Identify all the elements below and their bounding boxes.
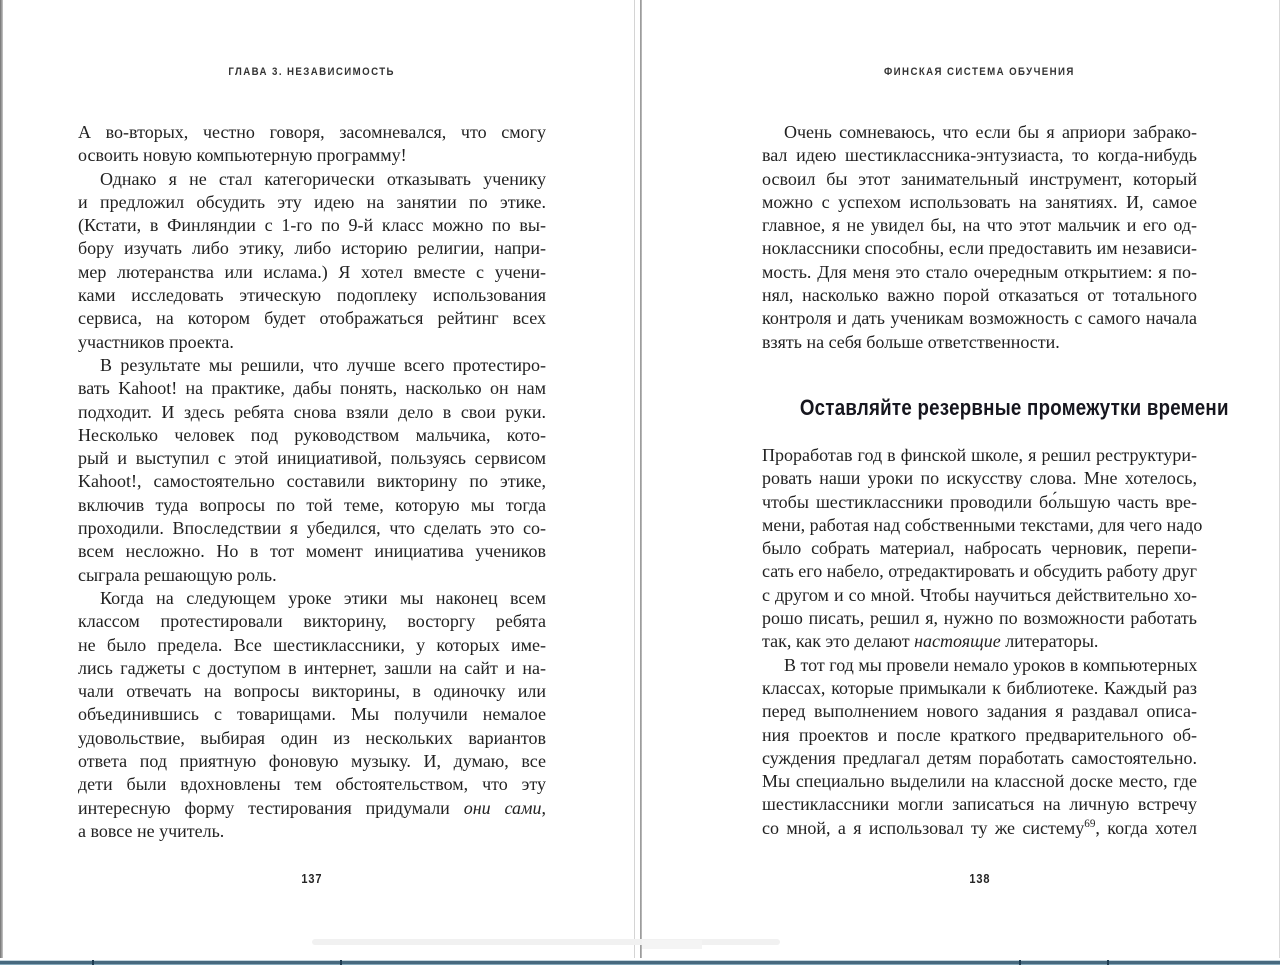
text-line: классом протестировали викторину, восторгу ребята <box>78 611 546 632</box>
text-line: суждения предлагал детям поработать самостоятельно. <box>762 747 1197 768</box>
running-head-right <box>762 66 1197 78</box>
text-line: не было предела. Все шестиклассники, у которых име- <box>78 634 546 655</box>
text-line: с другом и со мной. Чтобы научиться действительно хо- <box>762 584 1197 605</box>
text-line: Kahoot!, самостоятельно составили викторину по этике, <box>78 471 546 492</box>
text-line: мость. Для меня это стало очередным открытием: я по- <box>762 261 1197 282</box>
text-line: удовольствие, выбирая один из нескольких вариантов <box>78 727 546 748</box>
text-line: включив туда вопросы по той теме, которую мы тогда <box>78 494 546 515</box>
text-line: главное, я не увидел бы, на что этот мальчик и его од- <box>762 215 1197 236</box>
text-line: вал идею шестиклассника-энтузиаста, то когда-нибудь <box>762 145 1197 166</box>
text-line: взять на себя больше ответственности. <box>762 331 1060 352</box>
page-right <box>762 0 1229 958</box>
bottom-edge-divider <box>92 960 94 965</box>
text-line: бору изучать либо этику, либо историю религии, напри- <box>78 238 546 259</box>
text-line: интересную форму тестирования придумали они сами, <box>78 797 546 818</box>
text-line: рый и выступил с этой инициативой, пользуясь сервисом <box>78 448 546 469</box>
text-line: освоить новую компьютерную программу! <box>78 145 407 166</box>
text-line: ния проектов и после краткого предварительного об- <box>762 724 1197 745</box>
page-body-right <box>762 121 1229 840</box>
text-line: подходит. И здесь ребята снова взяли дело в свои руки. <box>78 401 546 422</box>
text-line: было собрать материал, набросать черновик, перепи- <box>762 538 1197 559</box>
text-line: Проработав год в финской школе, я решил реструктури- <box>762 444 1197 465</box>
text-line: А во-вторых, честно говоря, засомневался, что смогу <box>78 122 546 142</box>
text-line: перед выполнением нового задания я раздавал описа- <box>762 701 1197 722</box>
text-line: Однако я не стал категорически отказывать ученику <box>100 168 546 189</box>
text-line: проходили. Впоследствии я убедился, что сделать это со- <box>78 518 546 539</box>
text-line: участников проекта. <box>78 331 234 352</box>
running-head-right-text: ФИНСКАЯ СИСТЕМА ОБУЧЕНИЯ <box>884 66 1075 78</box>
text-line: со мной, а я использовал ту же систему$^{69}$, когда хотел <box>762 817 1197 838</box>
text-line: вать Kahoot! на практике, дабы понять, насколько он нам <box>78 378 546 399</box>
running-head-left-text: ГЛАВА 3. НЕЗАВИСИМОСТЬ <box>228 66 396 78</box>
page-number-right-text: 138 <box>968 872 990 886</box>
bottom-edge-bar <box>0 960 1280 965</box>
text-line: контроля и дать ученикам возможность с самого начала <box>762 308 1197 329</box>
text-line: Мы специально выделили на классной доске место, где <box>762 771 1197 792</box>
text-line: Когда на следующем уроке этики мы наконец всем <box>100 587 546 608</box>
text-line: ками исследовать этическую подоплеку использования <box>78 285 546 306</box>
text-line: и предложил обсудить эту идею на занятии по этике. <box>78 191 546 212</box>
text-line: (Кстати, в Финляндии с 1-го по 9-й класс можно по вы- <box>78 215 546 236</box>
text-line: сервиса, на котором будет отображаться рейтинг всех <box>78 308 546 329</box>
text-line: ответа под приятную фоновую музыку. И, думаю, все <box>78 751 546 772</box>
text-line: сать его набело, отредактировать и обсудить работу друг <box>762 561 1197 582</box>
bottom-edge-divider <box>1019 960 1021 965</box>
page-left <box>78 0 546 958</box>
text-line: нял, насколько важно порой отказаться от тотального <box>762 285 1197 306</box>
page-number-right <box>762 872 1197 886</box>
gutter-line-dark <box>640 0 642 958</box>
scan-smudge <box>312 939 780 945</box>
page-number-left-text: 137 <box>301 872 323 886</box>
text-line: мер лютеранства или ислама.) Я хотел вместе с учени- <box>78 261 546 282</box>
text-line: освоил бы этот занимательный инструмент, который <box>762 168 1197 189</box>
text-line: мени, работая над собственными текстами, для чего надо <box>762 514 1203 535</box>
bottom-edge-divider <box>1107 960 1109 965</box>
text-line: рошо писать, решил я, нужно по возможности работать <box>762 608 1197 629</box>
gutter-line-light <box>634 0 635 958</box>
text-line: ноклассники способны, если предоставить им независи- <box>762 238 1197 259</box>
scan-edge-left <box>0 0 3 958</box>
text-line: лись гаджеты с доступом в интернет, зашли на сайт и на- <box>78 657 546 678</box>
text-line: а вовсе не учитель. <box>78 820 225 841</box>
running-head-left <box>78 66 546 78</box>
text-line: чали отвечать на вопросы викторины, в одиночку или <box>78 681 546 702</box>
text-line: сыграла решающую роль. <box>78 564 277 585</box>
text-line: В тот год мы провели немало уроков в компьютерных <box>784 654 1198 675</box>
text-line: так, как это делают настоящие литераторы. <box>762 631 1099 652</box>
text-line: дети были вдохновлены тем обстоятельством, что эту <box>78 774 546 795</box>
page-body-left <box>78 121 546 843</box>
text-line: Очень сомневаюсь, что если бы я априори забрако- <box>784 122 1197 142</box>
page-number-left <box>78 872 546 886</box>
text-line: классах, которые примыкали к библиотеке. Каждый раз <box>762 677 1197 698</box>
text-line: Несколько человек под руководством мальчика, кото- <box>78 424 546 445</box>
text-line: чтобы шестиклассники проводили бо́льшую часть вре- <box>762 491 1197 512</box>
section-heading: Оставляйте резервные промежутки времени <box>799 394 1229 420</box>
text-line: объединившись с товарищами. Мы получили немалое <box>78 704 546 725</box>
text-line: шестиклассники могли записаться на личную встречу <box>762 794 1197 815</box>
bottom-edge-divider <box>340 960 342 965</box>
text-line: всем несложно. Но в тот момент инициатива учеников <box>78 541 546 562</box>
text-line: В результате мы решили, что лучше всего протестиро- <box>100 354 546 375</box>
text-line: ровать наши уроки по искусству слова. Мне хотелось, <box>762 468 1197 489</box>
text-line: можно с успехом использовать на занятиях. И, самое <box>762 191 1197 212</box>
scan-smudge-small <box>642 940 702 949</box>
